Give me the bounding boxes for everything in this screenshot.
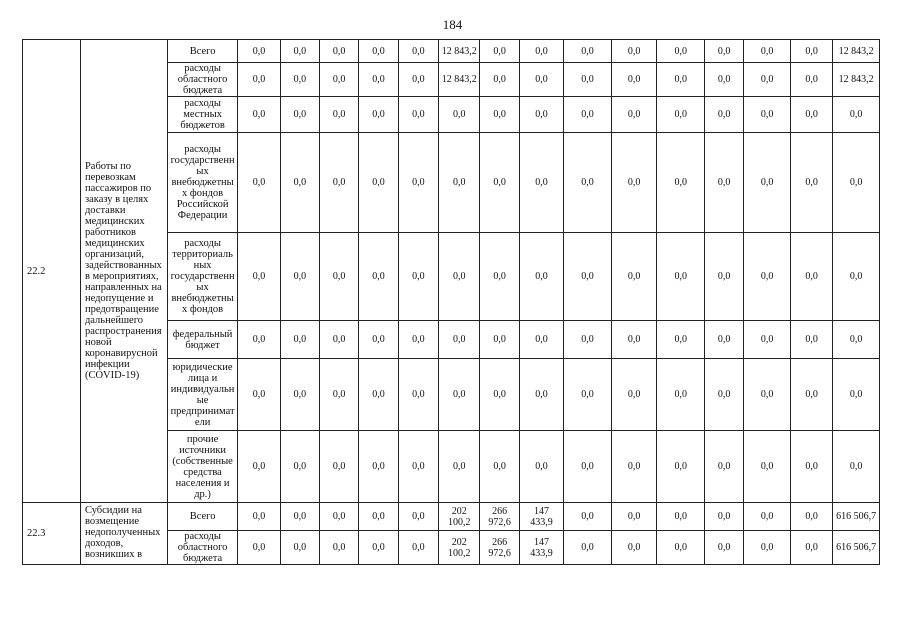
value-cell: 0,0 xyxy=(657,233,705,321)
value-cell: 0,0 xyxy=(744,97,791,133)
value-cell: 616 506,7 xyxy=(833,503,880,531)
value-cell: 0,0 xyxy=(790,97,832,133)
value-cell: 0,0 xyxy=(611,133,657,233)
value-cell: 0,0 xyxy=(320,133,359,233)
value-cell: 0,0 xyxy=(398,359,438,431)
value-cell: 0,0 xyxy=(705,359,744,431)
value-cell: 0,0 xyxy=(790,431,832,503)
value-cell: 0,0 xyxy=(705,321,744,359)
value-cell: 0,0 xyxy=(611,531,657,565)
value-cell: 0,0 xyxy=(564,233,612,321)
value-cell: 0,0 xyxy=(519,431,564,503)
value-cell: 0,0 xyxy=(238,431,280,503)
value-cell: 0,0 xyxy=(705,233,744,321)
value-cell: 0,0 xyxy=(280,97,319,133)
value-cell: 0,0 xyxy=(238,503,280,531)
value-cell: 0,0 xyxy=(519,63,564,97)
value-cell: 0,0 xyxy=(480,63,519,97)
section-name: Работы по перевозкам пассажиров по заказу в целях доставки медицинских работников медицинских организаций, задействованных в мероприятиях, направленных на недопущение и предотвращение дальнейшего распространения новой коронавирусной инфекции (COVID-19) xyxy=(80,40,167,503)
funding-source: расходы местных бюджетов xyxy=(167,97,237,133)
value-cell: 12 843,2 xyxy=(439,40,480,63)
value-cell: 0,0 xyxy=(657,321,705,359)
value-cell: 0,0 xyxy=(480,431,519,503)
value-cell: 0,0 xyxy=(790,359,832,431)
value-cell: 0,0 xyxy=(480,97,519,133)
value-cell: 0,0 xyxy=(439,133,480,233)
value-cell: 0,0 xyxy=(280,63,319,97)
value-cell: 0,0 xyxy=(657,503,705,531)
value-cell: 0,0 xyxy=(320,431,359,503)
value-cell: 0,0 xyxy=(280,133,319,233)
value-cell: 0,0 xyxy=(744,133,791,233)
value-cell: 0,0 xyxy=(398,431,438,503)
value-cell: 147 433,9 xyxy=(519,531,564,565)
value-cell: 0,0 xyxy=(833,233,880,321)
value-cell: 0,0 xyxy=(790,233,832,321)
value-cell: 0,0 xyxy=(398,321,438,359)
value-cell: 0,0 xyxy=(790,503,832,531)
section-name: Субсидии на возмещение недополученных доходов, возникших в xyxy=(80,503,167,565)
value-cell: 0,0 xyxy=(398,133,438,233)
value-cell: 0,0 xyxy=(320,503,359,531)
value-cell: 0,0 xyxy=(611,97,657,133)
value-cell: 12 843,2 xyxy=(439,63,480,97)
value-cell: 0,0 xyxy=(280,321,319,359)
funding-source: юридические лица и индивидуальные предприниматели xyxy=(167,359,237,431)
value-cell: 0,0 xyxy=(280,233,319,321)
value-cell: 0,0 xyxy=(359,431,398,503)
value-cell: 0,0 xyxy=(359,531,398,565)
value-cell: 0,0 xyxy=(705,63,744,97)
value-cell: 202 100,2 xyxy=(439,503,480,531)
value-cell: 0,0 xyxy=(657,40,705,63)
value-cell: 0,0 xyxy=(833,321,880,359)
value-cell: 0,0 xyxy=(564,97,612,133)
value-cell: 0,0 xyxy=(280,531,319,565)
value-cell: 0,0 xyxy=(238,63,280,97)
value-cell: 0,0 xyxy=(320,321,359,359)
value-cell: 0,0 xyxy=(320,40,359,63)
value-cell: 0,0 xyxy=(833,359,880,431)
value-cell: 0,0 xyxy=(657,63,705,97)
value-cell: 0,0 xyxy=(238,359,280,431)
value-cell: 12 843,2 xyxy=(833,40,880,63)
value-cell: 0,0 xyxy=(744,431,791,503)
value-cell: 0,0 xyxy=(359,321,398,359)
value-cell: 0,0 xyxy=(359,503,398,531)
value-cell: 0,0 xyxy=(833,431,880,503)
value-cell: 0,0 xyxy=(657,133,705,233)
value-cell: 266 972,6 xyxy=(480,531,519,565)
value-cell: 0,0 xyxy=(744,233,791,321)
value-cell: 0,0 xyxy=(480,359,519,431)
value-cell: 0,0 xyxy=(564,531,612,565)
value-cell: 0,0 xyxy=(744,531,791,565)
value-cell: 266 972,6 xyxy=(480,503,519,531)
value-cell: 0,0 xyxy=(280,40,319,63)
budget-table xyxy=(22,39,880,565)
funding-source: расходы территориальных государственных внебюджетных фондов xyxy=(167,233,237,321)
value-cell: 0,0 xyxy=(744,40,791,63)
value-cell: 0,0 xyxy=(238,321,280,359)
value-cell: 0,0 xyxy=(480,133,519,233)
value-cell: 0,0 xyxy=(564,503,612,531)
value-cell: 0,0 xyxy=(398,40,438,63)
value-cell: 0,0 xyxy=(320,359,359,431)
value-cell: 0,0 xyxy=(398,503,438,531)
page-number: 184 xyxy=(442,17,463,32)
value-cell: 0,0 xyxy=(359,359,398,431)
value-cell: 0,0 xyxy=(611,321,657,359)
value-cell: 0,0 xyxy=(359,63,398,97)
value-cell: 0,0 xyxy=(705,40,744,63)
value-cell: 0,0 xyxy=(744,503,791,531)
value-cell: 0,0 xyxy=(519,133,564,233)
value-cell: 0,0 xyxy=(657,431,705,503)
value-cell: 0,0 xyxy=(564,133,612,233)
value-cell: 0,0 xyxy=(611,359,657,431)
value-cell: 0,0 xyxy=(320,531,359,565)
value-cell: 0,0 xyxy=(519,233,564,321)
value-cell: 0,0 xyxy=(611,233,657,321)
table-row xyxy=(23,503,880,531)
value-cell: 0,0 xyxy=(519,359,564,431)
value-cell: 0,0 xyxy=(519,97,564,133)
value-cell: 0,0 xyxy=(398,63,438,97)
value-cell: 0,0 xyxy=(790,531,832,565)
value-cell: 0,0 xyxy=(320,233,359,321)
section-code: 22.3 xyxy=(23,503,81,565)
value-cell: 0,0 xyxy=(744,63,791,97)
value-cell: 0,0 xyxy=(790,321,832,359)
value-cell: 0,0 xyxy=(238,133,280,233)
value-cell: 0,0 xyxy=(359,133,398,233)
value-cell: 0,0 xyxy=(657,531,705,565)
funding-source: расходы областного бюджета xyxy=(167,63,237,97)
value-cell: 0,0 xyxy=(439,97,480,133)
value-cell: 0,0 xyxy=(439,233,480,321)
value-cell: 0,0 xyxy=(744,359,791,431)
value-cell: 0,0 xyxy=(238,531,280,565)
value-cell: 0,0 xyxy=(705,531,744,565)
value-cell: 0,0 xyxy=(280,431,319,503)
value-cell: 0,0 xyxy=(705,431,744,503)
value-cell: 0,0 xyxy=(359,233,398,321)
value-cell: 0,0 xyxy=(398,531,438,565)
value-cell: 0,0 xyxy=(705,133,744,233)
value-cell: 0,0 xyxy=(705,503,744,531)
value-cell: 0,0 xyxy=(439,431,480,503)
value-cell: 0,0 xyxy=(280,503,319,531)
value-cell: 0,0 xyxy=(480,40,519,63)
value-cell: 0,0 xyxy=(320,97,359,133)
value-cell: 0,0 xyxy=(611,40,657,63)
value-cell: 0,0 xyxy=(398,233,438,321)
funding-source: прочие источники (собственные средства населения и др.) xyxy=(167,431,237,503)
value-cell: 0,0 xyxy=(238,40,280,63)
value-cell: 0,0 xyxy=(238,97,280,133)
value-cell: 0,0 xyxy=(519,321,564,359)
funding-source: расходы государственных внебюджетных фондов Российской Федерации xyxy=(167,133,237,233)
value-cell: 0,0 xyxy=(564,431,612,503)
value-cell: 0,0 xyxy=(744,321,791,359)
value-cell: 0,0 xyxy=(564,321,612,359)
value-cell: 0,0 xyxy=(790,63,832,97)
funding-source: федеральный бюджет xyxy=(167,321,237,359)
value-cell: 147 433,9 xyxy=(519,503,564,531)
value-cell: 0,0 xyxy=(564,359,612,431)
value-cell: 0,0 xyxy=(320,63,359,97)
value-cell: 0,0 xyxy=(398,97,438,133)
value-cell: 0,0 xyxy=(657,97,705,133)
value-cell: 616 506,7 xyxy=(833,531,880,565)
value-cell: 0,0 xyxy=(611,431,657,503)
value-cell: 0,0 xyxy=(480,321,519,359)
value-cell: 0,0 xyxy=(359,97,398,133)
funding-source: Всего xyxy=(167,503,237,531)
value-cell: 0,0 xyxy=(439,321,480,359)
value-cell: 0,0 xyxy=(564,40,612,63)
table-row xyxy=(23,40,880,63)
value-cell: 0,0 xyxy=(359,40,398,63)
value-cell: 0,0 xyxy=(280,359,319,431)
funding-source: Всего xyxy=(167,40,237,63)
funding-source: расходы областного бюджета xyxy=(167,531,237,565)
value-cell: 0,0 xyxy=(657,359,705,431)
value-cell: 0,0 xyxy=(611,63,657,97)
value-cell: 0,0 xyxy=(705,97,744,133)
value-cell: 202 100,2 xyxy=(439,531,480,565)
section-code: 22.2 xyxy=(23,40,81,503)
value-cell: 0,0 xyxy=(611,503,657,531)
value-cell: 0,0 xyxy=(790,40,832,63)
value-cell: 0,0 xyxy=(480,233,519,321)
value-cell: 12 843,2 xyxy=(833,63,880,97)
value-cell: 0,0 xyxy=(238,233,280,321)
value-cell: 0,0 xyxy=(833,133,880,233)
value-cell: 0,0 xyxy=(790,133,832,233)
value-cell: 0,0 xyxy=(564,63,612,97)
value-cell: 0,0 xyxy=(439,359,480,431)
value-cell: 0,0 xyxy=(833,97,880,133)
value-cell: 0,0 xyxy=(519,40,564,63)
